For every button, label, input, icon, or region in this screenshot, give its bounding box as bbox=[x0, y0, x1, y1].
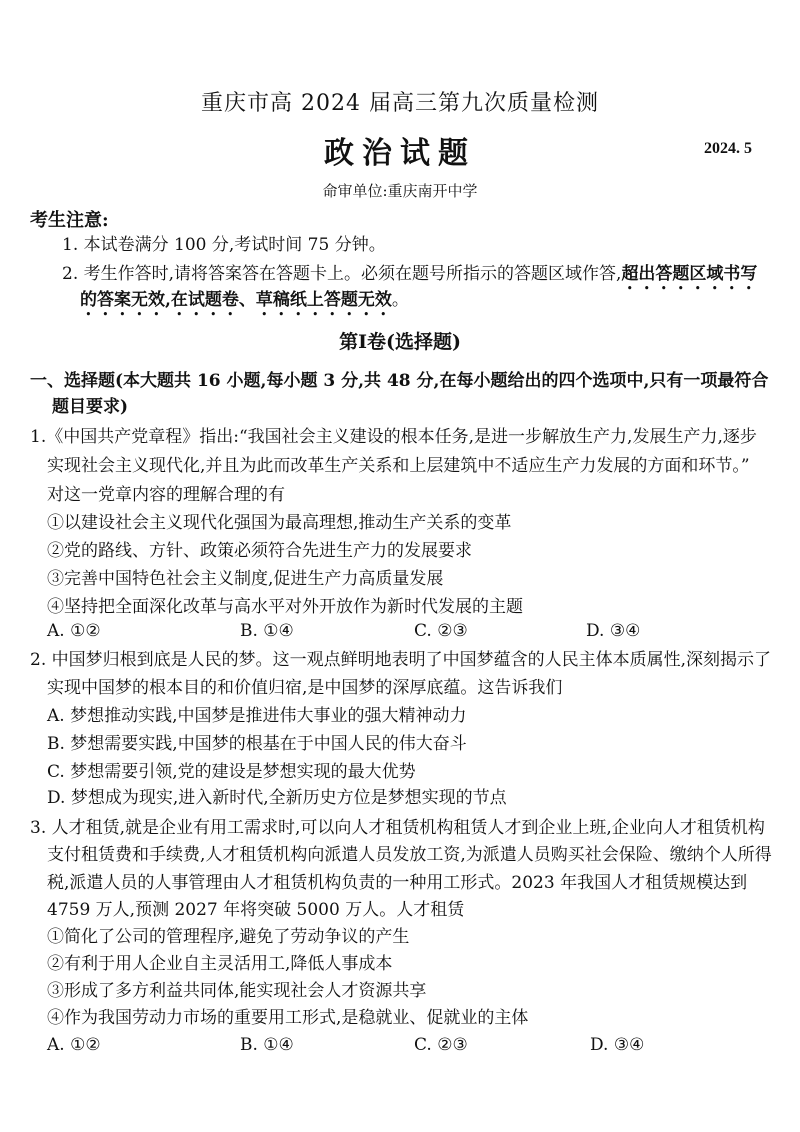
q1-statement-2: ②党的路线、方针、政策必须符合先进生产力的发展要求 bbox=[47, 541, 472, 561]
q3-stem-line-4: 4759 万人,预测 2027 年将突破 5000 万人。人才租赁 bbox=[47, 900, 465, 920]
q3-statement-3: ③形成了多方利益共同体,能实现社会人才资源共享 bbox=[47, 981, 427, 1001]
q3-option-d: D. ③④ bbox=[590, 1035, 645, 1055]
q2-option-b: B. 梦想需要实践,中国梦的根基在于中国人民的伟大奋斗 bbox=[47, 734, 467, 754]
notice-item-2-text: 2. 考生作答时,请将答案答在答题卡上。必须在题号所指示的答题区域作答, bbox=[62, 264, 622, 284]
q3-statement-2: ②有利于用人企业自主灵活用工,降低人事成本 bbox=[47, 954, 393, 974]
section-instruction-1: 一、选择题(本大题共 16 小题,每小题 3 分,共 48 分,在每小题给出的四个选项中,只有一项最符合 bbox=[30, 371, 769, 391]
q3-stem-line-2: 支付租赁费和手续费,人才租赁机构向派遣人员发放工资,为派遣人员购买社会保险、缴纳个人所得 bbox=[47, 845, 772, 865]
q1-option-d: D. ③④ bbox=[586, 621, 641, 641]
q1-option-a: A. ①② bbox=[47, 621, 101, 641]
q1-stem-line-3: 对这一党章内容的理解合理的有 bbox=[47, 485, 285, 505]
q1-statement-3: ③完善中国特色社会主义制度,促进生产力高质量发展 bbox=[47, 569, 444, 589]
q3-option-b: B. ①④ bbox=[240, 1035, 294, 1055]
section-instruction-2: 题目要求) bbox=[52, 397, 129, 417]
subject-title: 政治试题 bbox=[324, 136, 476, 171]
notice-item-2-end: 。 bbox=[391, 290, 409, 310]
q1-statement-4: ④坚持把全面深化改革与高水平对外开放作为新时代发展的主题 bbox=[47, 597, 523, 617]
q3-statement-4: ④作为我国劳动力市场的重要用工形式,是稳就业、促就业的主体 bbox=[47, 1008, 529, 1028]
q3-stem-line-3: 税,派遣人员的人事管理由人才租赁机构负责的一种用工形式。2023 年我国人才租赁规模达到 bbox=[47, 873, 748, 893]
q3-option-c: C. ②③ bbox=[414, 1035, 468, 1055]
q3-statement-1: ①简化了公司的管理程序,避免了劳动争议的产生 bbox=[47, 927, 410, 947]
notice-item-1: 1. 本试卷满分 100 分,考试时间 75 分钟。 bbox=[62, 235, 386, 255]
q2-option-c: C. 梦想需要引领,党的建设是梦想实现的最大优势 bbox=[47, 762, 416, 782]
setter-unit: 命审单位:重庆南开中学 bbox=[322, 182, 478, 200]
q2-option-d: D. 梦想成为现实,进入新时代,全新历史方位是梦想实现的节点 bbox=[47, 788, 507, 808]
q1-option-c: C. ②③ bbox=[414, 621, 468, 641]
q1-stem-line-2: 实现社会主义现代化,并且为此而改革生产关系和上层建筑中不适应生产力发展的方面和环节。” bbox=[47, 456, 750, 476]
q2-stem-line-2: 实现中国梦的根本目的和价值归宿,是中国梦的深厚底蕴。这告诉我们 bbox=[47, 678, 563, 698]
notice-item-2-cont bbox=[80, 288, 409, 320]
section-title: 第Ⅰ卷(选择题) bbox=[339, 331, 461, 353]
q3-stem-line-1: 3. 人才租赁,就是企业有用工需求时,可以向人才租赁机构租赁人才到企业上班,企业向人才租赁机构 bbox=[30, 818, 765, 838]
exam-title: 重庆市高 2024 届高三第九次质量检测 bbox=[201, 91, 599, 116]
q2-option-a: A. 梦想推动实践,中国梦是推进伟大事业的强大精神动力 bbox=[47, 706, 467, 726]
notice-heading: 考生注意: bbox=[30, 210, 109, 231]
notice-emphasis-1: 超出答题区域书写 bbox=[621, 264, 758, 284]
q1-option-b: B. ①④ bbox=[240, 621, 294, 641]
notice-emphasis-2: 的答案无效,在试题卷、草稿纸上答题无效 bbox=[80, 290, 392, 310]
q3-option-a: A. ①② bbox=[47, 1035, 101, 1055]
q1-stem-line-1: 1.《中国共产党章程》指出:“我国社会主义建设的根本任务,是进一步解放生产力,发展生产力,逐步 bbox=[30, 427, 757, 447]
q2-stem-line-1: 2. 中国梦归根到底是人民的梦。这一观点鲜明地表明了中国梦蕴含的人民主体本质属性,深刻揭示了 bbox=[30, 650, 772, 670]
q1-statement-1: ①以建设社会主义现代化强国为最高理想,推动生产关系的变革 bbox=[47, 513, 512, 533]
exam-date: 2024. 5 bbox=[704, 140, 752, 157]
